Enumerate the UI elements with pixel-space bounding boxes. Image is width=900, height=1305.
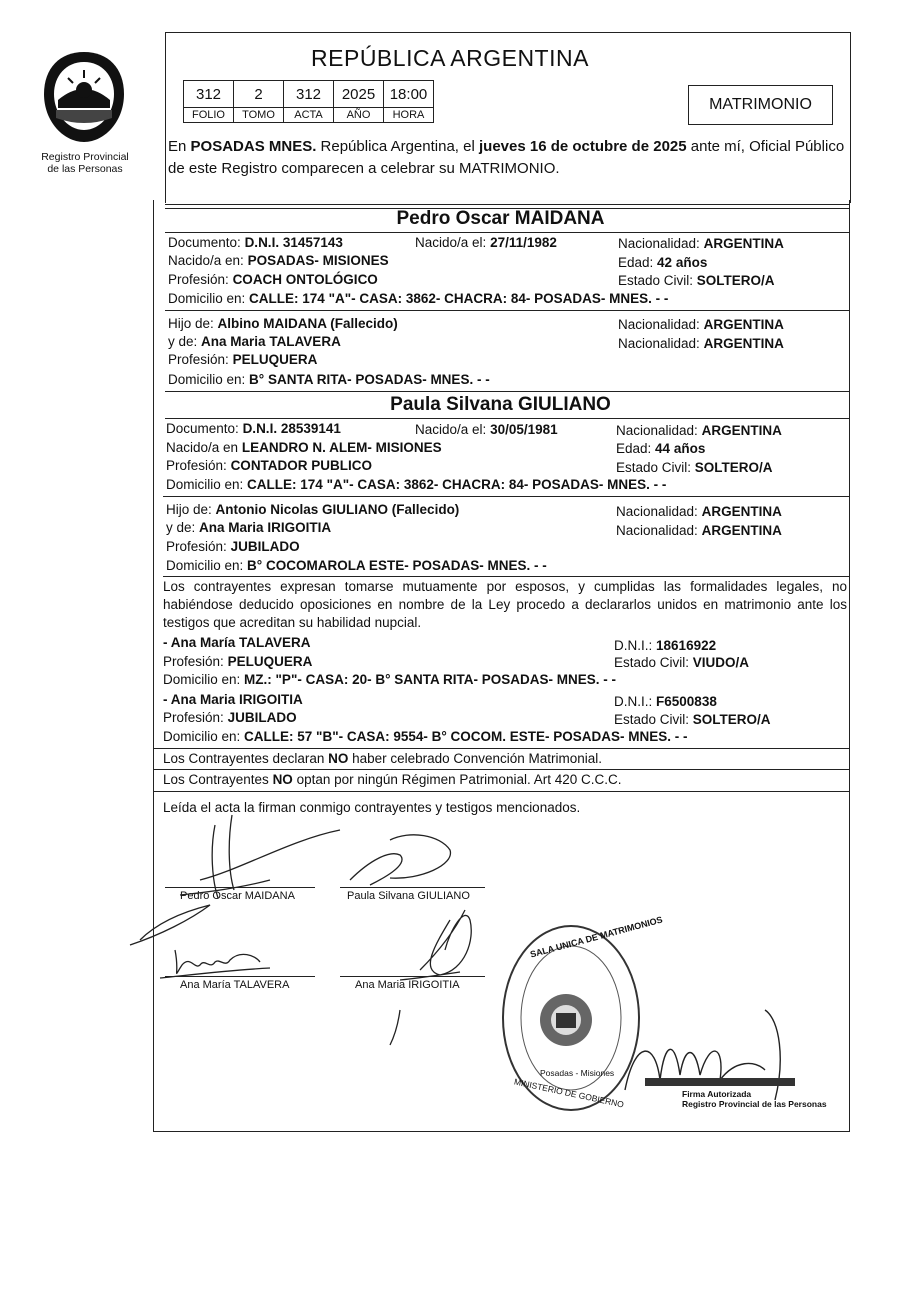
witness1-address: Domicilio en: MZ.: "P"- CASA: 20- B° SANTA RITA- POSADAS- MNES. - -: [163, 672, 616, 687]
divider: [153, 791, 849, 792]
divider: [165, 204, 849, 205]
logo-caption: Registro Provincial de las Personas: [41, 151, 129, 175]
groom-document: Documento: D.N.I. 31457143: [168, 235, 343, 250]
official-line1: Firma Autorizada: [682, 1089, 752, 1099]
groom-parent-profession: Profesión: PELUQUERA: [168, 352, 318, 367]
groom-mother: y de: Ana Maria TALAVERA: [168, 334, 341, 349]
divider: [165, 232, 849, 233]
folio-value: 312: [184, 81, 234, 108]
bride-parent-profession: Profesión: JUBILADO: [166, 539, 300, 554]
witness1-profession: Profesión: PELUQUERA: [163, 654, 313, 669]
witness1-dni: D.N.I.: 18616922: [614, 638, 717, 653]
divider: [163, 496, 849, 497]
divider: [165, 310, 849, 311]
divider: [153, 769, 849, 770]
seal-text: SALA UNICA DE MATRIMONIOS: [529, 914, 664, 960]
act-reference-table: [183, 80, 434, 123]
bride-civil-status: Estado Civil: SOLTERO/A: [616, 460, 773, 475]
bride-mother-nationality: Nacionalidad: ARGENTINA: [616, 523, 782, 538]
seal-city: Posadas - Misiones: [540, 1068, 615, 1078]
groom-nationality: Nacionalidad: ARGENTINA: [618, 236, 784, 251]
intro-paragraph: En POSADAS MNES. República Argentina, el jueves 16 de octubre de 2025 ante mí, Oficial Público de este Registro comparecen a celebrar su MATRIMONIO.: [168, 138, 845, 177]
bride-birthplace: Nacido/a en LEANDRO N. ALEM- MISIONES: [166, 440, 442, 455]
groom-birthdate: Nacido/a el: 27/11/1982: [415, 235, 557, 250]
convention-statement: Los Contrayentes declaran NO haber celebrado Convención Matrimonial.: [163, 751, 602, 766]
handwritten-signatures: [120, 810, 540, 1050]
acta-value: 312: [284, 81, 334, 108]
year-value: 2025: [334, 81, 384, 108]
groom-name: Pedro Oscar MAIDANA: [396, 208, 605, 229]
bride-name: Paula Silvana GIULIANO: [390, 394, 611, 415]
bride-address: Domicilio en: CALLE: 174 "A"- CASA: 3862- CHACRA: 84- POSADAS- MNES. - -: [166, 477, 667, 492]
tomo-value: 2: [234, 81, 284, 108]
groom-father: Hijo de: Albino MAIDANA (Fallecido): [168, 316, 398, 331]
witness1-signature-label: Ana María TALAVERA: [180, 979, 290, 991]
regime-statement: Los Contrayentes NO optan por ningún Régimen Patrimonial. Art 420 C.C.C.: [163, 772, 622, 787]
bride-birthdate: Nacido/a el: 30/05/1981: [415, 422, 558, 437]
hour-label: HORA: [384, 108, 434, 123]
bride-father: Hijo de: Antonio Nicolas GIULIANO (Fallecido): [166, 502, 460, 517]
folio-label: FOLIO: [184, 108, 234, 123]
country-title: REPÚBLICA ARGENTINA: [311, 45, 589, 71]
groom-profession: Profesión: COACH ONTOLÓGICO: [168, 272, 378, 287]
closing-statement: Leída el acta la firman conmigo contrayentes y testigos mencionados.: [163, 800, 581, 815]
witness2-civil-status: Estado Civil: SOLTERO/A: [614, 712, 771, 727]
witness2-name: - Ana Maria IRIGOITIA: [163, 692, 303, 707]
witness2-profession: Profesión: JUBILADO: [163, 710, 297, 725]
acta-label: ACTA: [284, 108, 334, 123]
divider: [163, 576, 849, 577]
groom-parent-address: Domicilio en: B° SANTA RITA- POSADAS- MNES. - -: [168, 372, 490, 387]
bride-mother: y de: Ana Maria IRIGOITIA: [166, 520, 332, 535]
bride-age: Edad: 44 años: [616, 441, 706, 456]
bride-parent-address: Domicilio en: B° COCOMAROLA ESTE- POSADAS- MNES. - -: [166, 558, 547, 573]
hour-value: 18:00: [384, 81, 434, 108]
bride-profession: Profesión: CONTADOR PUBLICO: [166, 458, 373, 473]
witness1-name: - Ana María TALAVERA: [163, 635, 311, 650]
year-label: AÑO: [334, 108, 384, 123]
seal-ministry: MINISTERIO DE GOBIERNO: [513, 1076, 625, 1110]
divider: [153, 748, 849, 749]
official-line2: Registro Provincial de las Personas: [682, 1099, 827, 1109]
declaration-paragraph: Los contrayentes expresan tomarse mutuamente por esposos, y cumplidas las formalidades legales, no habiéndose deducido oposiciones en nombre de la Ley procedo a declararlos unidos en matrimonio ante los testigos que acreditan su habilidad nupcial.: [163, 579, 847, 630]
divider: [165, 418, 849, 419]
groom-signature-label: Pedro Oscar MAIDANA: [180, 890, 295, 902]
groom-mother-nationality: Nacionalidad: ARGENTINA: [618, 336, 784, 351]
groom-birthplace: Nacido/a en: POSADAS- MISIONES: [168, 253, 389, 268]
bride-nationality: Nacionalidad: ARGENTINA: [616, 423, 782, 438]
groom-address: Domicilio en: CALLE: 174 "A"- CASA: 3862- CHACRA: 84- POSADAS- MNES. - -: [168, 291, 669, 306]
groom-father-nationality: Nacionalidad: ARGENTINA: [618, 317, 784, 332]
record-type-box: MATRIMONIO: [688, 85, 833, 125]
groom-age: Edad: 42 años: [618, 255, 708, 270]
divider: [165, 391, 849, 392]
bride-document: Documento: D.N.I. 28539141: [166, 421, 341, 436]
bride-signature-label: Paula Silvana GIULIANO: [347, 890, 470, 902]
witness2-address: Domicilio en: CALLE: 57 "B"- CASA: 9554- B° COCOM. ESTE- POSADAS- MNES. - -: [163, 729, 688, 744]
tomo-label: TOMO: [234, 108, 284, 123]
groom-civil-status: Estado Civil: SOLTERO/A: [618, 273, 775, 288]
witness1-civil-status: Estado Civil: VIUDO/A: [614, 655, 750, 670]
witness2-dni: D.N.I.: F6500838: [614, 694, 717, 709]
bride-father-nationality: Nacionalidad: ARGENTINA: [616, 504, 782, 519]
witness2-signature-label: Ana Maria IRIGOITIA: [355, 979, 460, 991]
